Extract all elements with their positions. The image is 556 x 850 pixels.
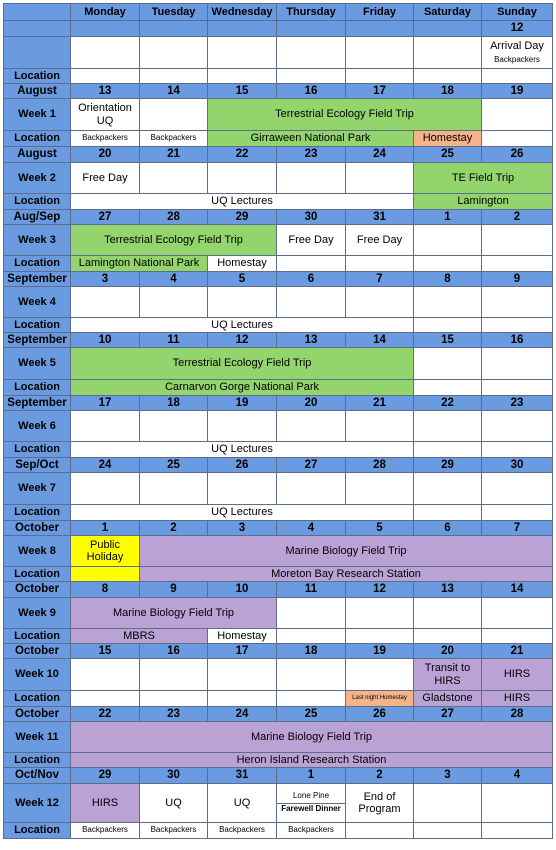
month-label: October <box>4 521 71 536</box>
date-cell: 23 <box>140 707 208 722</box>
location-cell: UQ Lectures <box>71 194 414 210</box>
date-row-label <box>4 21 71 37</box>
date-cell: 29 <box>71 768 140 784</box>
date-cell: 16 <box>140 644 208 659</box>
date-cell: 24 <box>71 458 140 473</box>
date-row <box>4 147 553 163</box>
week-row <box>4 225 553 256</box>
location-cell: Carnarvon Gorge National Park <box>71 380 414 396</box>
date-cell: 26 <box>208 458 277 473</box>
date-row <box>4 333 553 348</box>
location-cell: Backpackers <box>277 823 346 839</box>
week-row <box>4 411 553 442</box>
month-label: August <box>4 147 71 163</box>
location-label: Location <box>4 380 71 396</box>
date-row <box>4 644 553 659</box>
date-cell: 12 <box>208 333 277 348</box>
week-row <box>4 163 553 194</box>
month-label: Aug/Sep <box>4 210 71 225</box>
date-cell: 21 <box>346 396 414 411</box>
date-cell: 17 <box>71 396 140 411</box>
location-row <box>4 691 553 707</box>
date-cell: 4 <box>482 768 553 784</box>
date-cell: 13 <box>414 582 482 598</box>
date-cell: 29 <box>414 458 482 473</box>
date-cell: 19 <box>482 84 553 99</box>
date-cell: 4 <box>140 272 208 287</box>
event-cell: Transit to HIRS <box>414 659 482 691</box>
date-cell: 20 <box>71 147 140 163</box>
date-cell: 17 <box>208 644 277 659</box>
location-label: Location <box>4 69 71 84</box>
location-row <box>4 380 553 396</box>
farewell-cell <box>277 784 346 823</box>
week-row <box>4 598 553 629</box>
date-cell: 16 <box>482 333 553 348</box>
date-cell: 25 <box>414 147 482 163</box>
date-cell: 30 <box>482 458 553 473</box>
date-cell: 2 <box>482 210 553 225</box>
date-cell: 24 <box>346 147 414 163</box>
date-cell: 22 <box>71 707 140 722</box>
lone-pine-text: Lone Pine <box>292 791 330 801</box>
date-row <box>4 582 553 598</box>
arrival-day-cell: Arrival Day Backpackers <box>482 37 553 69</box>
public-holiday-cell: Public Holiday <box>71 536 140 567</box>
location-cell: Homestay <box>414 131 482 147</box>
event-cell: HIRS <box>482 659 553 691</box>
date-cell: 30 <box>140 768 208 784</box>
date-row <box>4 210 553 225</box>
date-row <box>4 521 553 536</box>
date-row <box>4 768 553 784</box>
location-cell: UQ Lectures <box>71 505 414 521</box>
field-trip-event: Marine Biology Field Trip <box>140 536 553 567</box>
date-cell: 21 <box>140 147 208 163</box>
event-cell: UQ <box>140 784 208 823</box>
location-row <box>4 505 553 521</box>
month-label: October <box>4 582 71 598</box>
corner-cell <box>4 4 71 21</box>
farewell-dinner-text: Farewell Dinner <box>277 803 345 814</box>
date-cell: 13 <box>277 333 346 348</box>
day-wednesday: Wednesday <box>208 4 277 21</box>
date-cell: 11 <box>140 333 208 348</box>
date-cell: 19 <box>346 644 414 659</box>
date-row <box>4 84 553 99</box>
date-cell: 30 <box>277 210 346 225</box>
month-label: August <box>4 84 71 99</box>
location-cell: Backpackers <box>71 131 140 147</box>
week-row <box>4 659 553 691</box>
date-cell: 14 <box>482 582 553 598</box>
week-label: Week 2 <box>4 163 71 194</box>
location-label: Location <box>4 318 71 333</box>
end-of-program-cell: End of Program <box>346 784 414 823</box>
date-cell: 10 <box>208 582 277 598</box>
day-thursday: Thursday <box>277 4 346 21</box>
date-cell: 26 <box>346 707 414 722</box>
date-cell: 9 <box>482 272 553 287</box>
event-cell: Free Day <box>71 163 140 194</box>
location-cell: UQ Lectures <box>71 442 414 458</box>
event-cell: Orientation UQ <box>71 99 140 131</box>
date-row <box>4 458 553 473</box>
location-row <box>4 69 553 84</box>
week-row <box>4 784 553 823</box>
field-trip-event: Terrestrial Ecology Field Trip <box>208 99 482 131</box>
date-cell: 26 <box>482 147 553 163</box>
date-cell: 29 <box>208 210 277 225</box>
date-cell: 2 <box>346 768 414 784</box>
date-cell: 18 <box>414 84 482 99</box>
date-cell: 6 <box>414 521 482 536</box>
date-cell: 25 <box>277 707 346 722</box>
date-cell: 20 <box>414 644 482 659</box>
date-cell: 28 <box>346 458 414 473</box>
week-label: Week 1 <box>4 99 71 131</box>
date-cell: 24 <box>208 707 277 722</box>
day-header-row <box>4 4 553 21</box>
location-label: Location <box>4 505 71 521</box>
date-row <box>4 21 553 37</box>
location-cell: HIRS <box>482 691 553 707</box>
date-row <box>4 707 553 722</box>
location-row <box>4 194 553 210</box>
date-cell: 3 <box>71 272 140 287</box>
location-cell: Last night Homestay <box>346 691 414 707</box>
event-cell: HIRS <box>71 784 140 823</box>
field-trip-event: Terrestrial Ecology Field Trip <box>71 348 414 380</box>
week-label: Week 5 <box>4 348 71 380</box>
date-cell: 18 <box>140 396 208 411</box>
location-cell: MBRS <box>71 629 208 644</box>
week-label: Week 8 <box>4 536 71 567</box>
location-cell: Moreton Bay Research Station <box>140 567 553 582</box>
month-label: Oct/Nov <box>4 768 71 784</box>
date-cell: 6 <box>277 272 346 287</box>
date-cell: 7 <box>482 521 553 536</box>
date-cell: 2 <box>140 521 208 536</box>
month-label: September <box>4 272 71 287</box>
date-cell: 31 <box>208 768 277 784</box>
date-cell: 1 <box>414 210 482 225</box>
date-cell: 28 <box>140 210 208 225</box>
date-cell: 14 <box>140 84 208 99</box>
date-cell: 12 <box>482 21 553 37</box>
date-cell: 5 <box>208 272 277 287</box>
location-cell: Girraween National Park <box>208 131 414 147</box>
date-cell: 8 <box>71 582 140 598</box>
week-row <box>4 348 553 380</box>
date-cell: 15 <box>71 644 140 659</box>
location-label: Location <box>4 753 71 768</box>
program-calendar-table <box>3 3 553 839</box>
location-label: Location <box>4 194 71 210</box>
day-tuesday: Tuesday <box>140 4 208 21</box>
date-cell: 22 <box>208 147 277 163</box>
week-label: Week 12 <box>4 784 71 823</box>
date-cell: 23 <box>482 396 553 411</box>
date-cell: 19 <box>208 396 277 411</box>
day-saturday: Saturday <box>414 4 482 21</box>
date-cell: 13 <box>71 84 140 99</box>
date-cell: 28 <box>482 707 553 722</box>
week-label: Week 4 <box>4 287 71 318</box>
location-row <box>4 629 553 644</box>
location-row <box>4 567 553 582</box>
date-cell: 18 <box>277 644 346 659</box>
location-cell: Lamington National Park <box>71 256 208 272</box>
day-friday: Friday <box>346 4 414 21</box>
location-label: Location <box>4 442 71 458</box>
location-label: Location <box>4 256 71 272</box>
location-cell: Heron Island Research Station <box>71 753 553 768</box>
day-sunday: Sunday <box>482 4 553 21</box>
week-row <box>4 536 553 567</box>
month-label: October <box>4 707 71 722</box>
date-cell: 22 <box>414 396 482 411</box>
date-cell: 10 <box>71 333 140 348</box>
date-cell: 27 <box>71 210 140 225</box>
location-label: Location <box>4 823 71 839</box>
week-label: Week 6 <box>4 411 71 442</box>
location-row <box>4 753 553 768</box>
date-cell: 31 <box>346 210 414 225</box>
date-cell: 1 <box>71 521 140 536</box>
location-label: Location <box>4 131 71 147</box>
location-label: Location <box>4 629 71 644</box>
date-cell: 25 <box>140 458 208 473</box>
location-cell: Lamington <box>414 194 553 210</box>
week-row <box>4 287 553 318</box>
date-cell: 27 <box>414 707 482 722</box>
date-cell: 4 <box>277 521 346 536</box>
location-cell: Backpackers <box>71 823 140 839</box>
location-row <box>4 442 553 458</box>
location-cell: UQ Lectures <box>71 318 414 333</box>
location-cell: Backpackers <box>140 131 208 147</box>
month-label: September <box>4 333 71 348</box>
date-cell: 16 <box>277 84 346 99</box>
week-label: Week 7 <box>4 473 71 505</box>
location-cell: Gladstone <box>414 691 482 707</box>
location-label: Location <box>4 567 71 582</box>
location-cell: Backpackers <box>208 823 277 839</box>
location-cell: Homestay <box>208 629 277 644</box>
location-row <box>4 256 553 272</box>
field-trip-event: TE Field Trip <box>414 163 553 194</box>
month-label: September <box>4 396 71 411</box>
month-label: Sep/Oct <box>4 458 71 473</box>
week-row <box>4 99 553 131</box>
date-cell: 3 <box>414 768 482 784</box>
date-cell: 12 <box>346 582 414 598</box>
event-cell: Free Day <box>346 225 414 256</box>
date-cell: 23 <box>277 147 346 163</box>
week-row <box>4 722 553 753</box>
date-cell: 14 <box>346 333 414 348</box>
date-cell: 15 <box>208 84 277 99</box>
date-cell: 11 <box>277 582 346 598</box>
date-cell: 3 <box>208 521 277 536</box>
date-cell: 9 <box>140 582 208 598</box>
week-label: Week 11 <box>4 722 71 753</box>
month-label: October <box>4 644 71 659</box>
location-cell: Homestay <box>208 256 277 272</box>
date-cell: 7 <box>346 272 414 287</box>
date-cell: 8 <box>414 272 482 287</box>
date-row <box>4 396 553 411</box>
week-label: Week 3 <box>4 225 71 256</box>
location-row <box>4 823 553 839</box>
location-cell: Backpackers <box>140 823 208 839</box>
week-label: Week 10 <box>4 659 71 691</box>
field-trip-event: Terrestrial Ecology Field Trip <box>71 225 277 256</box>
event-cell: Free Day <box>277 225 346 256</box>
location-row <box>4 318 553 333</box>
date-cell: 27 <box>277 458 346 473</box>
field-trip-event: Marine Biology Field Trip <box>71 722 553 753</box>
week-row <box>4 37 553 69</box>
field-trip-event: Marine Biology Field Trip <box>71 598 277 629</box>
day-monday: Monday <box>71 4 140 21</box>
location-label: Location <box>4 691 71 707</box>
date-cell: 5 <box>346 521 414 536</box>
week-row <box>4 473 553 505</box>
date-cell: 15 <box>414 333 482 348</box>
week-label: Week 9 <box>4 598 71 629</box>
event-cell: UQ <box>208 784 277 823</box>
date-cell: 20 <box>277 396 346 411</box>
date-row <box>4 272 553 287</box>
date-cell: 21 <box>482 644 553 659</box>
location-row <box>4 131 553 147</box>
date-cell: 1 <box>277 768 346 784</box>
date-cell: 17 <box>346 84 414 99</box>
